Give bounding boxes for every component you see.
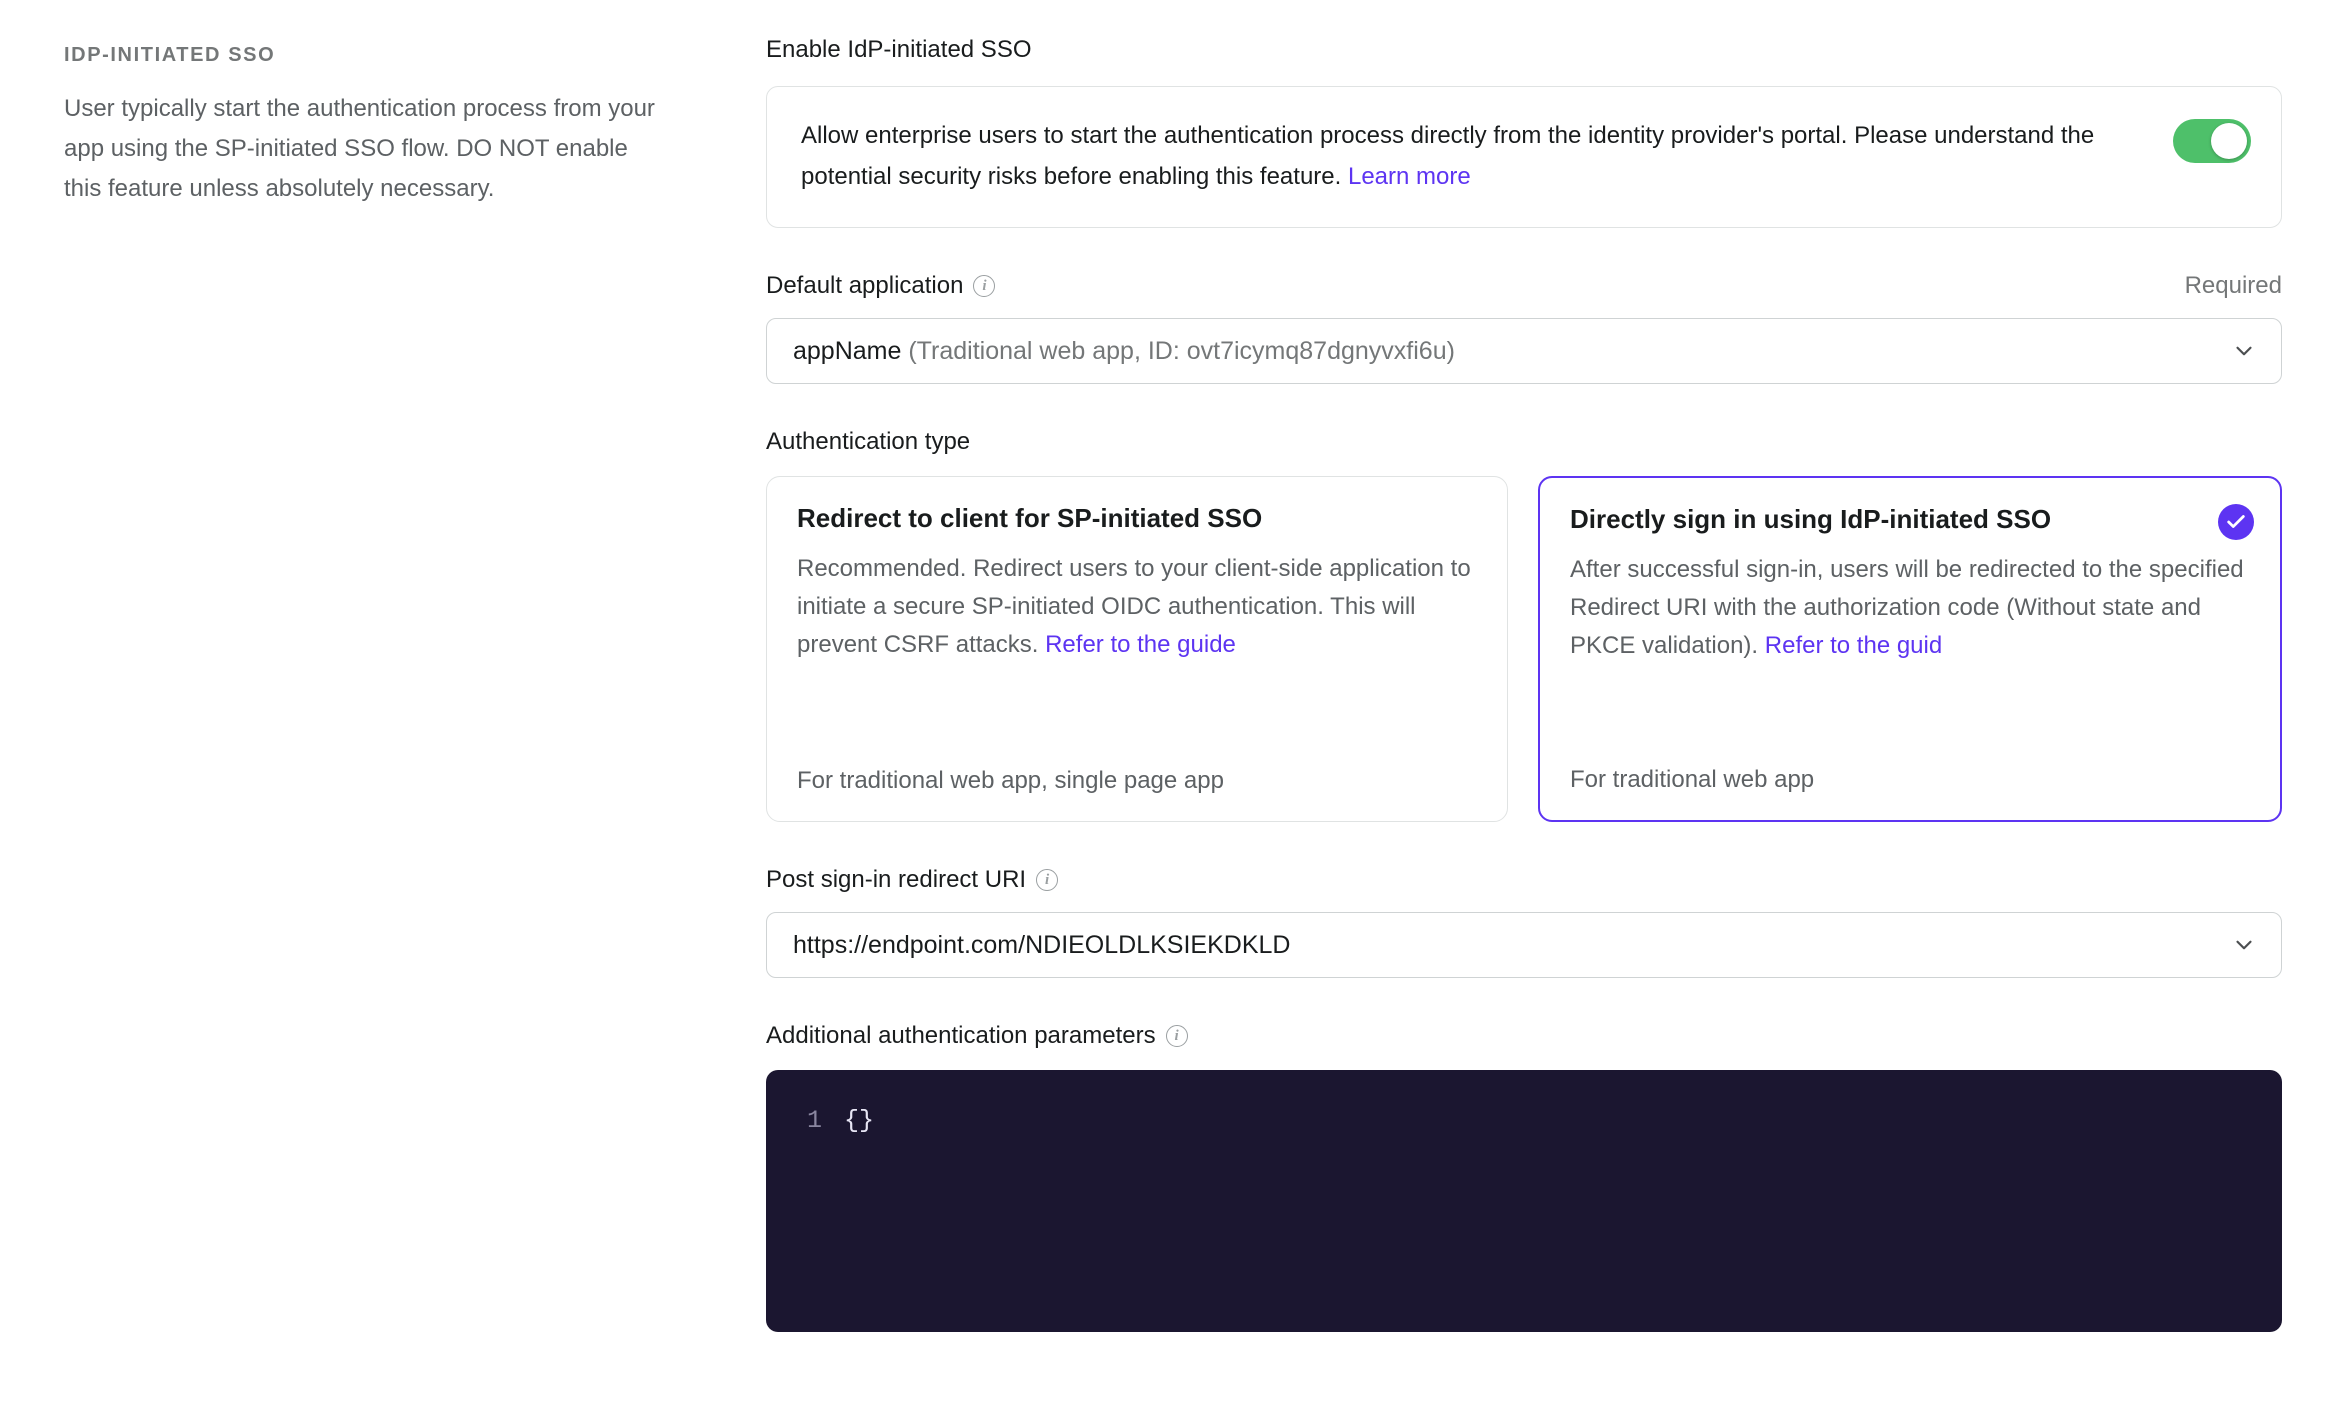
info-icon[interactable]: i <box>1036 869 1058 891</box>
auth-option-footer: For traditional web app <box>1570 766 1815 793</box>
enable-idp-sso-body: Allow enterprise users to start the authentication process directly from the identity provider's portal. Please understand the potential security risks before enabling this feature. <box>801 122 2095 190</box>
auth-option-footer: For traditional web app, single page app <box>797 767 1224 794</box>
settings-form <box>766 36 2282 1332</box>
info-icon[interactable]: i <box>973 275 995 297</box>
default-application-value <box>793 337 1455 366</box>
refer-to-the-guide-link[interactable]: Refer to the guide <box>1045 631 1236 658</box>
post-signin-redirect-uri-field <box>766 866 2282 978</box>
authentication-type-label: Authentication type <box>766 428 971 455</box>
post-signin-redirect-uri-value: https://endpoint.com/NDIEOLDLKSIEKDKLD <box>793 930 1291 959</box>
post-signin-redirect-uri-label-text: Post sign-in redirect URI <box>766 866 1027 893</box>
section-intro <box>64 44 684 209</box>
auth-option-idp-initiated[interactable] <box>1538 476 2282 822</box>
auth-option-title: Directly sign in using IdP-initiated SSO <box>1570 504 2052 534</box>
default-application-label <box>766 272 995 300</box>
default-application-value-main: appName <box>793 336 902 365</box>
enable-idp-sso-toggle[interactable] <box>2173 119 2251 163</box>
authentication-type-field <box>766 428 2282 822</box>
auth-option-sp-initiated[interactable] <box>766 476 1508 822</box>
default-application-label-text: Default application <box>766 272 964 299</box>
enable-idp-sso-field <box>766 36 2282 228</box>
default-application-label-row <box>766 272 2282 300</box>
additional-auth-parameters-code-editor[interactable] <box>766 1070 2282 1332</box>
authentication-type-options <box>766 476 2282 822</box>
auth-option-title: Redirect to client for SP-initiated SSO <box>797 503 1263 533</box>
line-number: 1 <box>806 1106 822 1135</box>
auth-option-description <box>1570 551 2250 665</box>
default-application-value-sub: (Traditional web app, ID: ovt7icymq87dgnyvxfi6u) <box>908 336 1455 365</box>
section-eyebrow: IDP-INITIATED SSO <box>64 44 276 66</box>
code-line <box>766 1104 2282 1138</box>
auth-option-description-text: Recommended. Redirect users to your client-side application to initiate a secure SP-initiated OIDC authentication. This will prevent CSRF attacks. <box>797 555 1471 658</box>
post-signin-redirect-uri-label <box>766 866 2282 894</box>
enable-idp-sso-card <box>766 86 2282 228</box>
section-description: User typically start the authentication process from your app using the SP-initiated SSO flow. DO NOT enable this feature unless absolutely necessary. <box>64 95 655 202</box>
enable-idp-sso-description <box>801 115 2147 197</box>
toggle-knob <box>2211 123 2247 159</box>
default-application-required-tag: Required <box>2184 272 2282 299</box>
info-icon[interactable]: i <box>1166 1025 1188 1047</box>
default-application-select[interactable] <box>766 318 2282 384</box>
default-application-field <box>766 272 2282 384</box>
chevron-down-icon <box>2231 338 2257 364</box>
additional-auth-parameters-label-text: Additional authentication parameters <box>766 1022 1156 1049</box>
post-signin-redirect-uri-select[interactable] <box>766 912 2282 978</box>
enable-idp-sso-label: Enable IdP-initiated SSO <box>766 36 1032 63</box>
additional-auth-parameters-label <box>766 1022 2282 1050</box>
learn-more-link[interactable]: Learn more <box>1347 163 1471 190</box>
auth-option-description <box>797 550 1477 664</box>
chevron-down-icon <box>2231 932 2257 958</box>
refer-to-the-guid-link[interactable]: Refer to the guid <box>1764 632 1943 659</box>
code-content[interactable]: {} <box>844 1106 875 1135</box>
additional-auth-parameters-field <box>766 1022 2282 1332</box>
check-icon <box>2218 504 2254 540</box>
auth-option-description-text: After successful sign-in, users will be redirected to the specified Redirect URI with the authorization code (Without state and PKCE validation). <box>1570 556 2244 659</box>
